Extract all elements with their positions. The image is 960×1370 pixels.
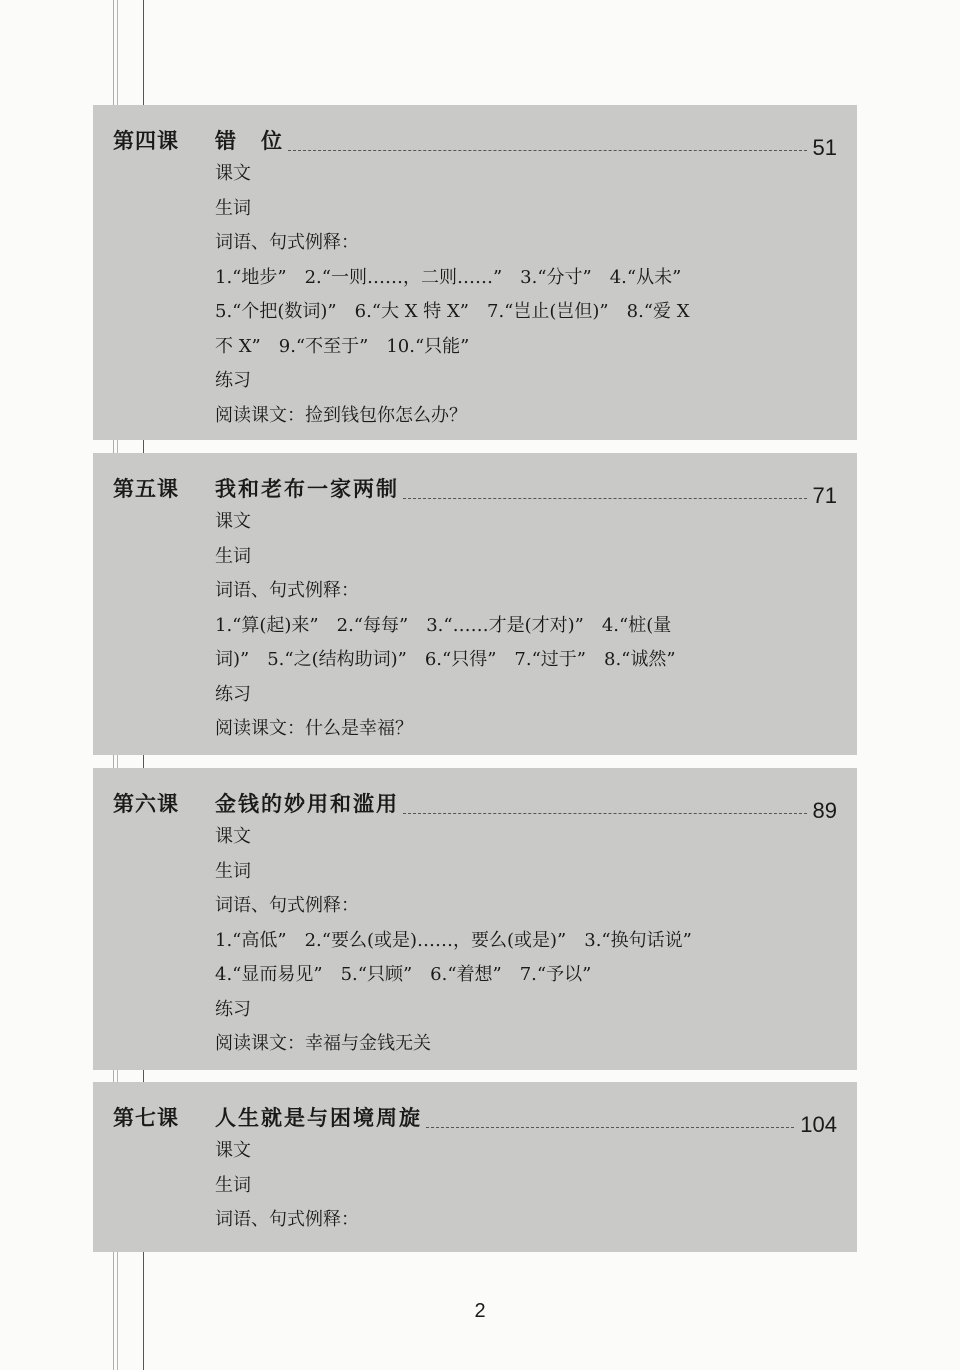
lesson-title: 金钱的妙用和滥用 bbox=[215, 792, 399, 816]
toc-line: 4.“显而易见” 5.“只顾” 6.“着想” 7.“予以” bbox=[215, 964, 592, 985]
toc-line: 词语、句式例释： bbox=[215, 232, 359, 253]
toc-line: 词语、句式例释： bbox=[215, 895, 359, 916]
lesson-number: 第五课 bbox=[113, 477, 179, 501]
toc-line: 阅读课文：幸福与金钱无关 bbox=[215, 1033, 431, 1054]
lesson-entry bbox=[93, 453, 857, 755]
toc-line: 练习 bbox=[215, 683, 251, 705]
toc-line: 课文 bbox=[215, 1140, 251, 1161]
toc-line: 不 X” 9.“不至于” 10.“只能” bbox=[215, 335, 470, 357]
lesson-title: 我和老布一家两制 bbox=[215, 477, 399, 501]
toc-line: 生词 bbox=[215, 545, 251, 567]
toc-line: 课文 bbox=[215, 826, 251, 847]
lesson-entry bbox=[93, 1082, 857, 1252]
lesson-header bbox=[113, 463, 837, 508]
lesson-number: 第四课 bbox=[113, 129, 179, 153]
toc-line: 5.“个把(数词)” 6.“大 X 特 X” 7.“岂止(岂但)” 8.“爱 X bbox=[215, 301, 690, 322]
lesson-page: 89 bbox=[812, 798, 837, 823]
lesson-page: 104 bbox=[800, 1112, 837, 1137]
leader-dots bbox=[403, 813, 807, 814]
leader-dots bbox=[426, 1127, 794, 1128]
lesson-page: 51 bbox=[812, 135, 837, 160]
page-number: 2 bbox=[474, 1300, 486, 1322]
leader-dots bbox=[288, 150, 807, 151]
lesson-number: 第七课 bbox=[113, 1106, 179, 1130]
toc-line: 阅读课文：什么是幸福？ bbox=[215, 718, 413, 739]
leader-dots bbox=[403, 498, 807, 499]
lesson-header bbox=[113, 778, 837, 823]
lesson-header bbox=[113, 115, 837, 160]
toc-line: 1.“算(起)来” 2.“每每” 3.“……才是(才对)” 4.“桩(量 bbox=[215, 614, 672, 636]
toc-line: 1.“地步” 2.“一则……，二则……” 3.“分寸” 4.“从未” bbox=[215, 266, 682, 288]
toc-line: 练习 bbox=[215, 998, 251, 1020]
toc-line: 词语、句式例释： bbox=[215, 580, 359, 601]
lesson-entry bbox=[93, 105, 857, 440]
toc-line: 课文 bbox=[215, 163, 251, 184]
lesson-title: 人生就是与困境周旋 bbox=[215, 1106, 422, 1130]
toc-line: 1.“高低” 2.“要么(或是)……，要么(或是)” 3.“换句话说” bbox=[215, 929, 692, 951]
toc-line: 生词 bbox=[215, 860, 251, 882]
lesson-title: 错 位 bbox=[215, 129, 284, 153]
toc-line: 生词 bbox=[215, 197, 251, 219]
lesson-header bbox=[113, 1092, 837, 1137]
toc-line: 词语、句式例释： bbox=[215, 1209, 359, 1230]
toc-line: 生词 bbox=[215, 1174, 251, 1196]
toc-line: 课文 bbox=[215, 511, 251, 532]
lesson-entry bbox=[93, 768, 857, 1070]
toc-line: 词)” 5.“之(结构助词)” 6.“只得” 7.“过于” 8.“诚然” bbox=[215, 649, 676, 670]
toc-line: 阅读课文：捡到钱包你怎么办？ bbox=[215, 404, 467, 426]
lesson-page: 71 bbox=[812, 483, 837, 508]
lesson-number: 第六课 bbox=[113, 792, 179, 816]
toc-line: 练习 bbox=[215, 370, 251, 391]
